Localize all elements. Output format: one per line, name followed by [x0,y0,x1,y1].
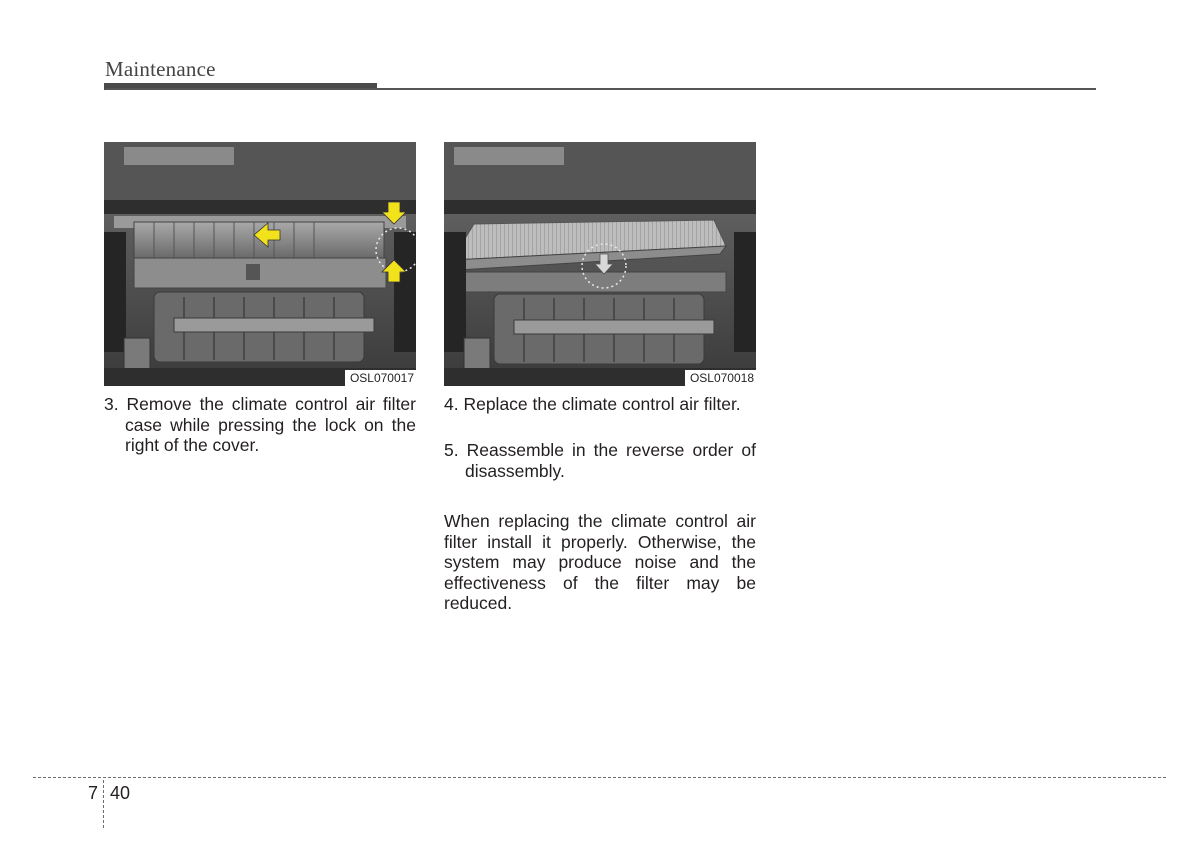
step-4: 4. Replace the climate control air filter. [444,394,741,414]
step-5: 5. Reassemble in the reverse order of disassembly. [444,440,756,481]
filter-case-illustration [104,142,416,386]
figure-replace-filter [444,142,756,386]
page-number: 40 [110,783,131,803]
chapter-number: 7 [88,783,99,803]
page-number-separator [103,780,104,828]
figure-remove-filter-case [104,142,416,386]
step-3: 3. Remove the climate control air filter case while pressing the lock on the right of the cover. [104,394,416,455]
installation-note: When replacing the climate control air filter install it properly. Otherwise, the system may produce noise and the effectiveness of the filter may be reduced. [444,511,756,613]
footer-rule [33,777,1166,778]
header-rule [105,88,1096,90]
air-filter-illustration [444,142,756,386]
section-title: Maintenance [105,57,216,81]
figure-code: OSL070018 [685,370,756,386]
figure-code: OSL070017 [345,370,416,386]
